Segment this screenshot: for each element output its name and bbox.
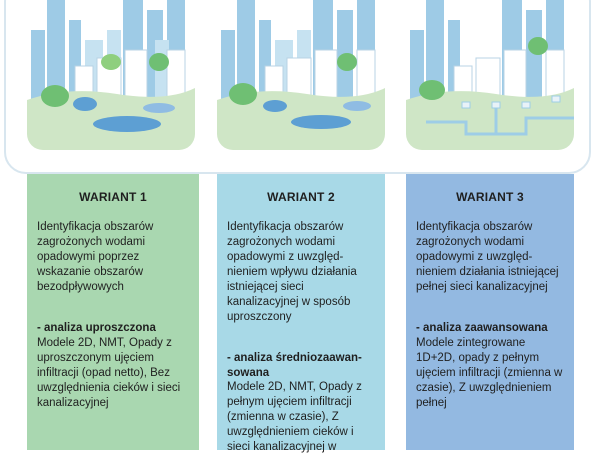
variant-title: WARIANT 3 [456, 190, 524, 204]
city-illustration-variant-3 [406, 0, 574, 150]
analysis-title: - analiza zaawansowana [416, 322, 548, 334]
city-illustration-variant-1 [27, 0, 195, 150]
analysis-detail: Modele 2D, NMT, Opady z pełnym ujęciem infiltracji (zmienna w czasie), Z uwzględnieniem cieków i sieci kanalizacyjnej w [227, 381, 362, 453]
variant-description: Identyfikacja obszarów zagrożonych wodami opadowymi z uwzględnieniem działania istniejącej pełnej sieci kanalizacyjnej [416, 221, 559, 293]
analysis-detail: Modele zintegrowane 1D+2D, opady z pełnym ujęciem infiltracji (zmienna w czasie), Z uwzględnieniem pełnej [416, 336, 563, 409]
variant-description: Identyfikacja obszarów zagrożonych wodami opadowymi poprzez wskazanie obszarów bezodpływowych [37, 221, 154, 293]
city-illustration-variant-2 [217, 0, 385, 150]
analysis-title: - analiza średniozaawansowana [227, 352, 362, 379]
variant-description: Identyfikacja obszarów zagrożonych wodami opadowymi z uwzględnieniem wpływu działania istniejącej sieci kanalizacyjnej w sposób uproszczony [227, 221, 357, 323]
variant-title: WARIANT 2 [267, 190, 335, 204]
analysis-detail: Modele 2D, NMT, Opady z uproszczonym ujęciem infiltracji (opad netto), Bez uwzględnienia cieków i sieci kanalizacyjnej [37, 336, 181, 409]
variant-column-1 [27, 174, 199, 450]
variant-column-3 [406, 174, 574, 450]
analysis-title: - analiza uproszczona [37, 322, 156, 334]
variant-title: WARIANT 1 [79, 190, 147, 204]
variant-column-2 [217, 174, 385, 453]
